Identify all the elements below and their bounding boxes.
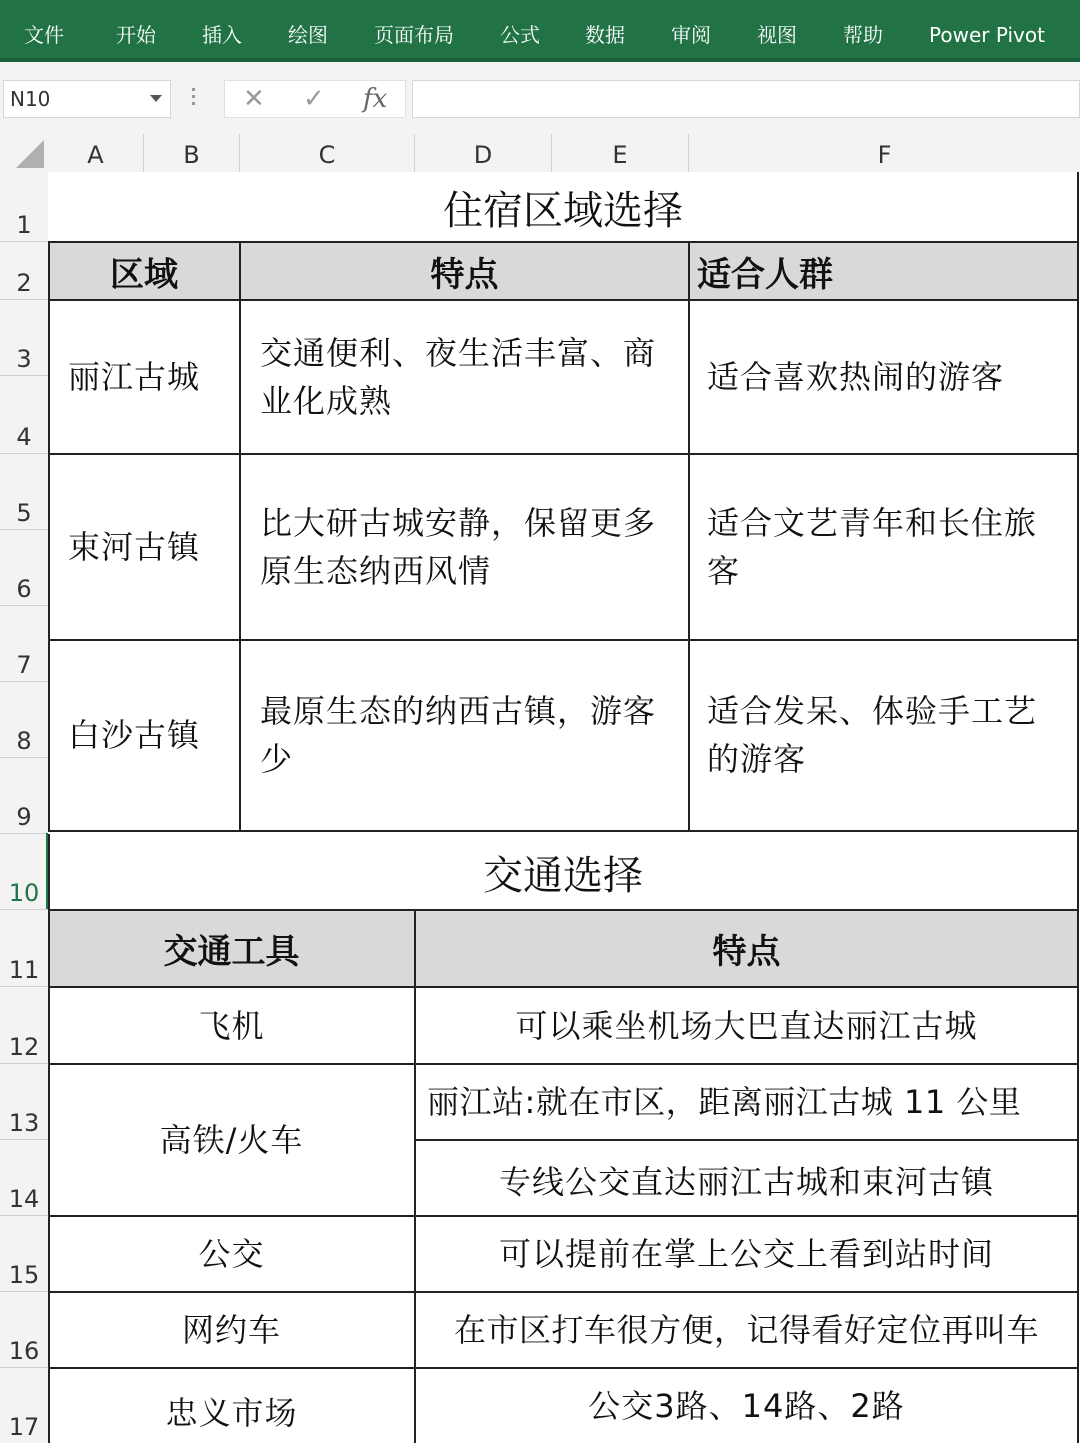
- header-area[interactable]: 区域: [48, 242, 240, 300]
- border-line: [48, 1215, 1079, 1217]
- formula-bar: [0, 62, 1080, 134]
- border-line: [415, 1139, 1079, 1141]
- area-cell[interactable]: 束河古镇: [68, 528, 201, 566]
- border-line: [48, 299, 1079, 301]
- border-line: [239, 242, 241, 830]
- formula-input[interactable]: [412, 80, 1080, 118]
- transport-feature-cell[interactable]: 可以乘坐机场大巴直达丽江古城: [515, 1006, 978, 1045]
- border-line: [414, 910, 416, 1443]
- row-header-5[interactable]: 5: [0, 454, 48, 530]
- border-line: [48, 909, 1079, 911]
- border-line: [48, 986, 1079, 988]
- tab-page-layout[interactable]: 页面布局: [374, 23, 454, 47]
- audience-cell[interactable]: 适合文艺青年和长住旅客: [707, 504, 1038, 590]
- header-feature[interactable]: 特点: [240, 242, 689, 300]
- column-header-f[interactable]: F: [877, 141, 892, 169]
- worksheet-grid: [48, 172, 1080, 1443]
- border-line: [1077, 172, 1079, 1443]
- row-header-2[interactable]: 2: [0, 242, 48, 300]
- border-line: [48, 834, 50, 1443]
- tool-cell[interactable]: 网约车: [181, 1311, 281, 1349]
- column-header-d[interactable]: D: [415, 134, 552, 172]
- drag-handle-icon[interactable]: [192, 88, 196, 109]
- feature-cell[interactable]: 最原生态的纳西古镇，游客少: [260, 692, 657, 778]
- row-header-9[interactable]: 9: [0, 758, 48, 834]
- feature-cell[interactable]: 比大研古城安静，保留更多原生态纳西风情: [260, 504, 657, 590]
- transport-feature-cell[interactable]: 丽江站:就在市区，距离丽江古城 11 公里: [427, 1083, 1022, 1121]
- row-header-11[interactable]: 11: [0, 910, 48, 987]
- column-header: [0, 134, 1080, 172]
- tool-cell[interactable]: 公交: [198, 1235, 265, 1273]
- chevron-down-icon[interactable]: [150, 95, 162, 102]
- select-all-icon[interactable]: [0, 134, 48, 172]
- column-header-c[interactable]: C: [240, 134, 415, 172]
- tool-cell[interactable]: 忠义市场: [165, 1393, 298, 1432]
- row-header-12[interactable]: 12: [0, 987, 48, 1064]
- tab-view[interactable]: 视图: [757, 23, 797, 47]
- transport-feature-cell[interactable]: 专线公交直达丽江古城和束河古镇: [498, 1163, 994, 1201]
- feature-cell[interactable]: 交通便利、夜生活丰富、商业化成熟: [260, 334, 657, 420]
- tab-help[interactable]: 帮助: [843, 23, 883, 47]
- tool-cell[interactable]: 高铁/火车: [159, 1121, 304, 1159]
- audience-cell[interactable]: 适合发呆、体验手工艺的游客: [707, 692, 1038, 778]
- tab-home[interactable]: 开始: [116, 23, 156, 47]
- row-header-14[interactable]: 14: [0, 1140, 48, 1216]
- row-header-6[interactable]: 6: [0, 530, 48, 606]
- row-header-7[interactable]: 7: [0, 606, 48, 682]
- tool-cell[interactable]: 飞机: [198, 1006, 265, 1045]
- transport-title[interactable]: 交通选择: [483, 852, 643, 899]
- row-header-10[interactable]: 10: [0, 834, 48, 910]
- area-cell[interactable]: 丽江古城: [68, 358, 201, 396]
- transport-feature-cell[interactable]: 可以提前在掌上公交上看到站时间: [498, 1235, 994, 1273]
- border-line: [48, 830, 1079, 832]
- header-audience[interactable]: 适合人群: [689, 242, 1078, 300]
- row-header: [0, 172, 48, 1443]
- row-header-4[interactable]: 4: [0, 376, 48, 454]
- column-header-b[interactable]: B: [144, 134, 240, 172]
- tab-draw[interactable]: 绘图: [288, 23, 328, 47]
- tab-formulas[interactable]: 公式: [500, 23, 540, 47]
- ribbon: [0, 0, 1080, 62]
- area-cell[interactable]: 白沙古镇: [68, 716, 201, 754]
- row-header-15[interactable]: 15: [0, 1216, 48, 1292]
- border-line: [48, 242, 50, 830]
- tab-data[interactable]: 数据: [585, 23, 625, 47]
- tab-review[interactable]: 审阅: [671, 23, 711, 47]
- insert-function-icon[interactable]: fx: [363, 84, 388, 114]
- header-transport-feature[interactable]: 特点: [415, 910, 1078, 987]
- tab-file[interactable]: 文件: [24, 23, 64, 47]
- tab-power-pivot[interactable]: Power Pivot: [929, 23, 1045, 47]
- border-line: [688, 242, 690, 830]
- border-line: [48, 453, 1079, 455]
- border-line: [48, 639, 1079, 641]
- column-header-a[interactable]: A: [48, 134, 144, 172]
- transport-feature-cell[interactable]: 公交3路、14路、2路: [588, 1386, 905, 1425]
- cancel-icon[interactable]: ✕: [243, 84, 265, 114]
- border-line: [48, 1063, 1079, 1065]
- header-tool[interactable]: 交通工具: [48, 910, 415, 987]
- enter-icon[interactable]: ✓: [303, 84, 325, 114]
- border-line: [48, 1291, 1079, 1293]
- row-header-1[interactable]: 1: [0, 172, 48, 242]
- row-header-17[interactable]: 17: [8, 1413, 40, 1441]
- formula-buttons: [224, 80, 406, 118]
- row-header-13[interactable]: 13: [0, 1064, 48, 1140]
- tab-insert[interactable]: 插入: [202, 23, 242, 47]
- lodging-title[interactable]: 住宿区域选择: [443, 187, 683, 234]
- name-box[interactable]: [3, 80, 171, 118]
- column-header-e[interactable]: E: [552, 134, 689, 172]
- audience-cell[interactable]: 适合喜欢热闹的游客: [707, 358, 1005, 396]
- border-line: [48, 241, 1079, 243]
- border-line: [48, 1367, 1079, 1369]
- transport-feature-cell[interactable]: 在市区打车很方便，记得看好定位再叫车: [453, 1311, 1039, 1349]
- row-header-16[interactable]: 16: [0, 1292, 48, 1368]
- row-header-3[interactable]: 3: [0, 300, 48, 376]
- row-header-8[interactable]: 8: [0, 682, 48, 758]
- name-box-value: N10: [10, 87, 51, 111]
